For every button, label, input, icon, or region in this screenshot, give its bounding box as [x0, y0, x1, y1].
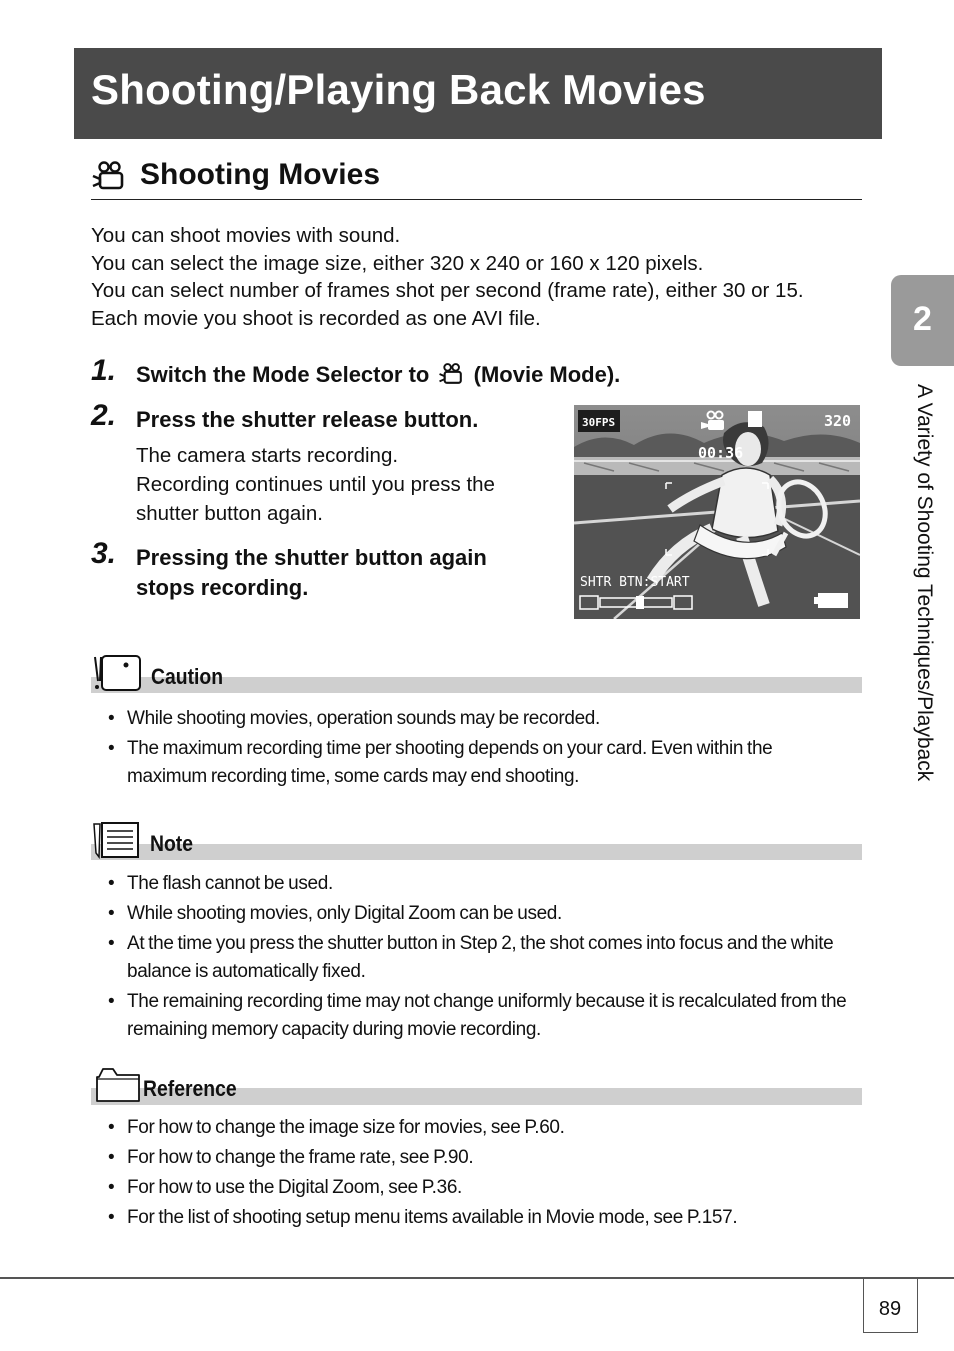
intro-text — [91, 222, 804, 332]
list-item: • The maximum recording time per shooting depends on your card. Even within the maximum recording time, some cards may end shooting. — [108, 735, 868, 791]
step-body-line: shutter button again. — [136, 502, 323, 525]
list-item-line: For how to change the image size for movies, see P.60. — [127, 1117, 565, 1138]
list-item: • For how to use the Digital Zoom, see P.36. — [108, 1174, 868, 1202]
battery-icon — [814, 593, 848, 608]
sd-card-icon — [748, 411, 762, 427]
intro-line: You can select the image size, either 320 x 240 or 160 x 120 pixels. — [91, 251, 704, 275]
footer-rule — [0, 1277, 954, 1279]
step-number: 2. — [91, 399, 117, 432]
camera-screen-illustration — [574, 405, 860, 619]
caution-header — [91, 653, 862, 693]
list-item-line: For how to use the Digital Zoom, see P.36. — [127, 1177, 462, 1198]
reference-list — [108, 1114, 868, 1232]
list-item-line: The maximum recording time per shooting depends on your card. Even within the — [127, 738, 773, 759]
list-item: • While shooting movies, operation sounds may be recorded. — [108, 705, 868, 733]
list-item: • For how to change the frame rate, see P.90. — [108, 1144, 868, 1172]
list-item-line: At the time you press the shutter button in Step 2, the shot comes into focus and the white — [127, 933, 834, 954]
list-item-line: balance is automatically fixed. — [127, 961, 366, 982]
page-number-box — [863, 1278, 918, 1333]
step-title-text: (Movie Mode). — [473, 362, 621, 387]
caution-list — [108, 705, 868, 791]
list-item-line: For how to change the frame rate, see P.90. — [127, 1147, 474, 1168]
caution-label: Caution — [151, 664, 224, 689]
page-title: Shooting/Playing Back Movies — [91, 66, 706, 113]
step-number: 3. — [91, 537, 117, 570]
fps-indicator: 30FPS — [582, 416, 616, 429]
section-heading — [91, 152, 862, 200]
list-item-line: While shooting movies, only Digital Zoom can be used. — [127, 903, 562, 924]
list-item-line: For the list of shooting setup menu items available in Movie mode, see P.157. — [127, 1207, 738, 1228]
section-title: Shooting Movies — [140, 158, 380, 191]
list-item: • The remaining recording time may not change uniformly because it is recalculated from the remaining memory capacity during movie recording. — [108, 988, 868, 1044]
list-item: • For how to change the image size for movies, see P.60. — [108, 1114, 868, 1142]
step-title-line: stops recording. — [136, 575, 309, 600]
note-list — [108, 870, 868, 1044]
page-number: 89 — [878, 1298, 902, 1320]
list-item-line: The remaining recording time may not change uniformly because it is recalculated from the — [127, 991, 847, 1012]
step-body-line: Recording continues until you press the — [136, 473, 495, 496]
movie-camera-icon — [91, 161, 129, 191]
reference-folder-icon — [91, 1065, 143, 1105]
list-item: • At the time you press the shutter button in Step 2, the shot comes into focus and the white balance is automatically fixed. — [108, 930, 868, 986]
step-body-line: The camera starts recording. — [136, 444, 399, 467]
note-icon — [91, 820, 143, 860]
step-title-text: Switch the Mode Selector to — [136, 362, 430, 387]
list-item: • While shooting movies, only Digital Zoom can be used. — [108, 900, 868, 928]
step-title: Press the shutter release button. — [136, 407, 479, 432]
camera-screen-image — [574, 405, 860, 619]
step-title — [136, 360, 620, 390]
reference-header — [91, 1065, 862, 1105]
intro-line: You can select number of frames shot per second (frame rate), either 30 or 15. — [91, 279, 804, 302]
shutter-prompt: SHTR BTN:START — [580, 575, 690, 590]
list-item-line: maximum recording time, some cards may end shooting. — [127, 766, 580, 787]
list-item-line: remaining memory capacity during movie recording. — [127, 1019, 541, 1040]
note-bar — [91, 844, 862, 860]
caution-icon — [91, 653, 143, 693]
list-item-line: The flash cannot be used. — [127, 873, 333, 894]
intro-line: You can shoot movies with sound. — [91, 224, 401, 247]
reference-label: Reference — [143, 1076, 237, 1101]
list-item-line: While shooting movies, operation sounds may be recorded. — [127, 708, 600, 729]
chapter-title: A Variety of Shooting Techniques/Playback — [913, 384, 936, 782]
image-size-indicator: 320 — [824, 412, 852, 430]
recording-time-indicator: 00:36 — [698, 444, 744, 462]
note-header — [91, 820, 862, 860]
title-bar — [74, 48, 882, 139]
step-title — [136, 543, 487, 603]
movie-mode-icon — [438, 363, 466, 385]
intro-line: Each movie you shoot is recorded as one AVI file. — [91, 306, 541, 330]
step-body — [136, 441, 495, 528]
chapter-title-vertical — [906, 384, 936, 874]
step-number: 1. — [91, 354, 117, 387]
note-label: Note — [150, 831, 194, 856]
chapter-tab — [891, 275, 954, 366]
list-item: • The flash cannot be used. — [108, 870, 868, 898]
chapter-number: 2 — [913, 300, 932, 338]
step-title-line: Pressing the shutter button again — [136, 545, 487, 570]
list-item: • For the list of shooting setup menu items available in Movie mode, see P.157. — [108, 1204, 868, 1232]
